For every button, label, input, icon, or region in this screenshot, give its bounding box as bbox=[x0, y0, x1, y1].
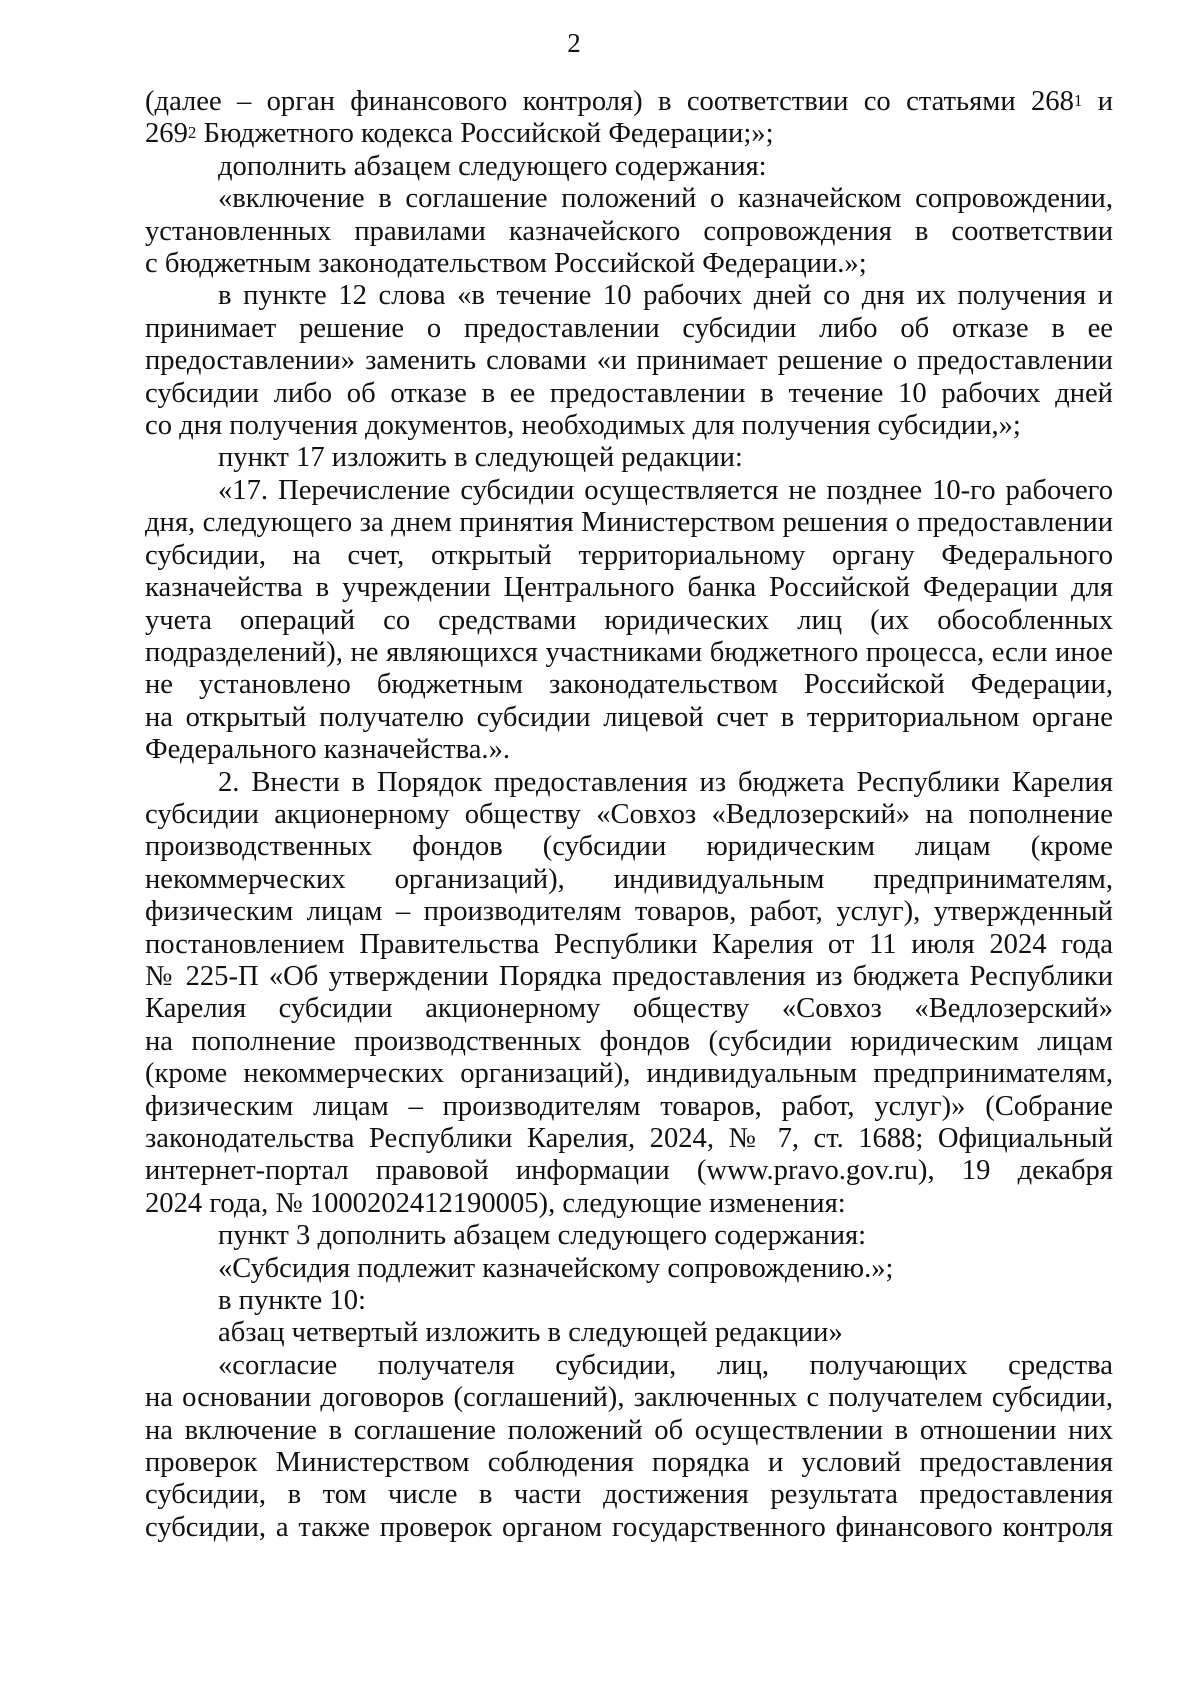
paragraph-line: субсидии, а также проверок органом государственного финансового контроля bbox=[145, 1511, 1113, 1543]
paragraph-line: подразделений), не являющихся участниками бюджетного процесса, если иное bbox=[145, 636, 1113, 668]
paragraph-line: казначейства в учреждении Центрального банка Российской Федерации для bbox=[145, 572, 1113, 604]
paragraph-line: предоставлении» заменить словами «и принимает решение о предоставлении bbox=[145, 345, 1113, 377]
paragraph-line: пункт 17 изложить в следующей редакции: bbox=[218, 442, 743, 474]
document-body bbox=[145, 86, 1113, 1544]
paragraph-line: со дня получения документов, необходимых для получения субсидии,»; bbox=[145, 410, 1021, 442]
paragraph-line: законодательства Республики Карелия, 2024, № 7, ст. 1688; Официальный bbox=[145, 1123, 1113, 1154]
paragraph-line: на включение в соглашение положений об осуществлении в отношении них bbox=[145, 1414, 1113, 1446]
paragraph-line: $269^2$ Бюджетного кодекса Российской Федерации;»; bbox=[145, 118, 774, 150]
paragraph-line: (далее – орган финансового контроля) в соответствии со статьями $268^1$ и bbox=[145, 86, 1113, 117]
paragraph-line: на основании договоров (соглашений), заключенных с получателем субсидии, bbox=[145, 1382, 1113, 1414]
paragraph-line: на открытый получателю субсидии лицевой счет в территориальном органе bbox=[145, 701, 1113, 733]
paragraph-line: «Субсидия подлежит казначейскому сопровождению.»; bbox=[218, 1252, 894, 1284]
paragraph-line: «согласие получателя субсидии, лиц, получающих средства bbox=[218, 1349, 1113, 1381]
paragraph-line: субсидии акционерному обществу «Совхоз «Ведлозерский» на пополнение bbox=[145, 798, 1113, 830]
paragraph-line: производственных фондов (субсидии юридическим лицам (кроме bbox=[145, 831, 1113, 863]
footnote-superscript: 1 bbox=[1073, 91, 1083, 110]
paragraph-line: абзац четвертый изложить в следующей редакции» bbox=[218, 1317, 843, 1349]
paragraph-line: пункт 3 дополнить абзацем следующего содержания: bbox=[218, 1220, 867, 1252]
paragraph-line: установленных правилами казначейского сопровождения в соответствии bbox=[145, 215, 1113, 247]
paragraph-line: с бюджетным законодательством Российской Федерации.»; bbox=[145, 248, 867, 280]
paragraph-line: субсидии, на счет, открытый территориальному органу Федерального bbox=[145, 539, 1113, 571]
paragraph-line: проверок Министерством соблюдения порядка и условий предоставления bbox=[145, 1447, 1113, 1479]
paragraph-line: Федерального казначейства.». bbox=[145, 734, 511, 766]
paragraph-line: «включение в соглашение положений о казначейском сопровождении, bbox=[218, 183, 1113, 215]
paragraph-line: учета операций со средствами юридических лиц (их обособленных bbox=[145, 604, 1113, 636]
paragraph-line: принимает решение о предоставлении субсидии либо об отказе в ее bbox=[145, 312, 1113, 344]
paragraph-line: физическим лицам – производителям товаров, работ, услуг), утвержденный bbox=[145, 896, 1113, 928]
paragraph-line: 2. Внести в Порядок предоставления из бюджета Республики Карелия bbox=[218, 766, 1113, 798]
paragraph-line: на пополнение производственных фондов (субсидии юридическим лицам bbox=[145, 1025, 1113, 1057]
paragraph-line: Карелия субсидии акционерному обществу «Совхоз «Ведлозерский» bbox=[145, 993, 1113, 1025]
paragraph-line: субсидии, в том числе в части достижения результата предоставления bbox=[145, 1479, 1113, 1511]
paragraph-line: (кроме некоммерческих организаций), индивидуальным предпринимателям, bbox=[145, 1058, 1113, 1090]
paragraph-line: № 225-П «Об утверждении Порядка предоставления из бюджета Республики bbox=[145, 960, 1113, 992]
paragraph-line: не установлено бюджетным законодательством Российской Федерации, bbox=[145, 669, 1113, 701]
paragraph-line: дополнить абзацем следующего содержания: bbox=[218, 150, 767, 182]
paragraph-line: интернет-портал правовой информации (www.pravo.gov.ru), 19 декабря bbox=[145, 1155, 1113, 1187]
paragraph-line: в пункте 12 слова «в течение 10 рабочих дней со дня их получения и bbox=[218, 280, 1113, 312]
footnote-superscript: 2 bbox=[187, 123, 197, 143]
paragraph-line: субсидии либо об отказе в ее предоставлении в течение 10 рабочих дней bbox=[145, 377, 1113, 409]
paragraph-line: физическим лицам – производителям товаров, работ, услуг)» (Собрание bbox=[145, 1090, 1113, 1122]
paragraph-line: в пункте 10: bbox=[218, 1285, 366, 1317]
paragraph-line: дня, следующего за днем принятия Министерством решения о предоставлении bbox=[145, 507, 1113, 539]
paragraph-line: некоммерческих организаций), индивидуальным предпринимателям, bbox=[145, 863, 1113, 895]
paragraph-line: 2024 года, № 1000202412190005), следующие изменения: bbox=[145, 1187, 846, 1219]
paragraph-line: «17. Перечисление субсидии осуществляется не позднее 10-го рабочего bbox=[218, 474, 1113, 506]
page-number: 2 bbox=[567, 28, 581, 58]
paragraph-line: постановлением Правительства Республики Карелия от 11 июля 2024 года bbox=[145, 928, 1113, 960]
